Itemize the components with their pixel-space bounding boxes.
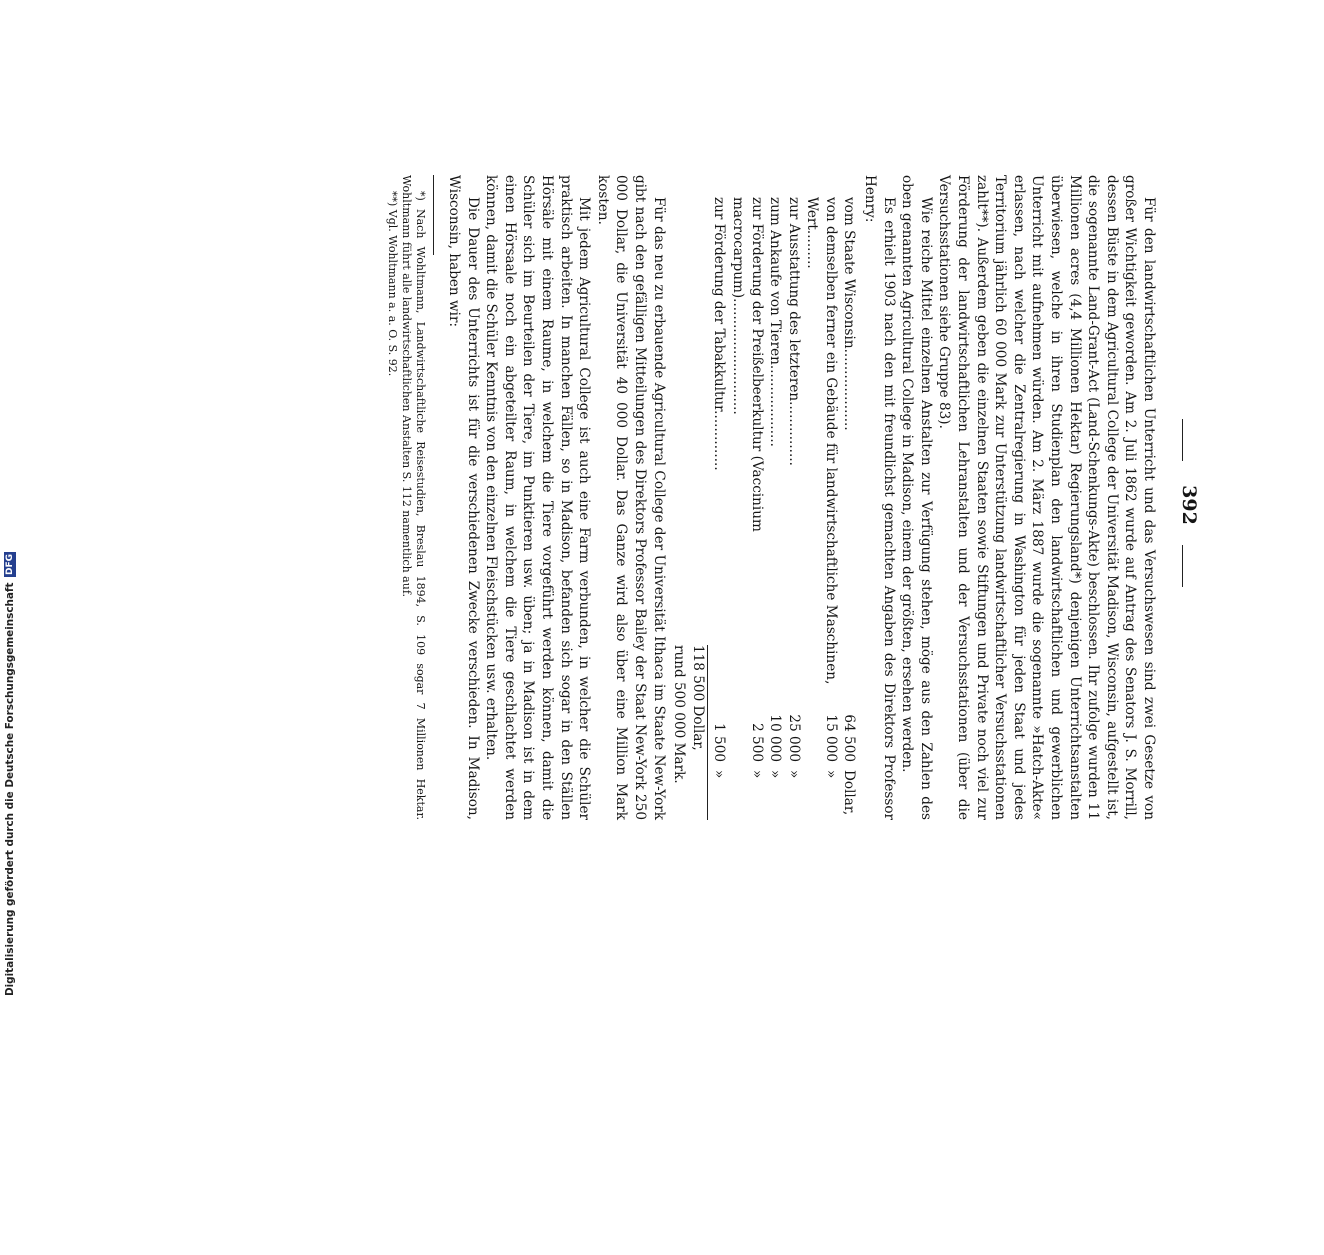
- funding-row: [840, 175, 859, 820]
- funding-unit: Dollar,: [841, 770, 858, 816]
- funding-row: [728, 175, 765, 820]
- page-number: 392: [1178, 485, 1200, 525]
- funding-unit: »: [822, 770, 839, 779]
- funding-row: [710, 175, 729, 820]
- funding-label: von demselben ferner ein Gebäude für landwirtschaftliche Maschinen, Wert.........: [804, 197, 839, 685]
- dfg-logo: DFG: [5, 553, 15, 575]
- footnote-rule: [433, 175, 434, 255]
- funding-unit: »: [748, 770, 765, 779]
- funding-label: zum Ankaufe von Tieren...................: [767, 197, 784, 447]
- funding-value: 25 000: [785, 714, 802, 762]
- funding-row: [803, 175, 840, 820]
- funding-value: 1 500: [711, 723, 728, 762]
- funding-value: 64 500: [841, 714, 858, 762]
- funding-label: zur Förderung der Preißelbeerkultur (Vaccinium macrocarpum)...........................: [729, 197, 765, 532]
- funding-label: vom Staate Wisconsin...................: [841, 197, 858, 431]
- funding-unit: »: [711, 770, 728, 779]
- sum-rule: [707, 645, 708, 820]
- header-rule-right: [1182, 545, 1183, 587]
- rotated-page: [130, 175, 1200, 1255]
- paragraph-ithaca: Für das neu zu erbauende Agricultural College der Universität Ithaca im Staate New-York gibt nach den gefälligen Mitteilungen des Direktors Professor Bailey der Staat New-York 250 000 Dollar, die Universität 40 000 Dollar. Das Ganze wird also über eine Million Mark kosten.: [594, 175, 667, 820]
- funding-table: [670, 175, 859, 820]
- paragraph-received: Es erhielt 1903 nach den mit freundlichst gemachten Angaben des Direktors Professor Henry:: [862, 175, 897, 820]
- footnote-1: *) Nach Wohltmann, Landwirtschaftliche Reisestudien, Breslau 1894, S. 109 sogar 7 Millionen Hektar. Wohltmann führt alle landwirtschaftlichen Anstalten S. 112 namentlich auf.: [400, 175, 428, 820]
- paragraph-means: Wie reiche Mittel einzelnen Anstalten zur Verfügung stehen, möge aus den Zahlen des oben genannten Agricultural College in Madison, einem der größten, ersehen werden.: [899, 175, 934, 820]
- page-body: [385, 175, 1158, 820]
- funding-value: 10 000: [767, 714, 784, 762]
- paragraph-laws: Für den landwirtschaftlichen Unterricht und das Versuchswesen sind zwei Gesetze von großer Wichtigkeit geworden. Am 2. Juli 1862 wurde auf Antrag des Senators J. S. Morrill, dessen Büste in dem Agricultural College der Universität Madison, Wisconsin, aufgestellt ist, die sogenannte Land-Grant-Act (Land-Schenkungs-Akte) beschlossen. Ihr zufolge wurden 11 Millionen acres (4,4 Millionen Hektar) Regierungsland*) denjenigen Unterrichtsanstalten überwiesen, welche in ihren Studienplan den landwirtschaftlichen und gewerblichen Unterricht mit aufnehmen würden. Am 2. März 1887 wurde die sogenannte »Hatch-Akte« erlassen, nach welcher die Zentralregierung in Washington für jeden Staat und jedes Territorium jährlich 60 000 Mark zur Unterstützung landwirtschaftlicher Versuchsstationen zahlt**). Außerdem geben die einzelnen Staaten sowie Stiftungen und Private noch viel zur Förderung der landwirtschaftlichen Lehranstalten und der Versuchsstationen (über die Versuchsstationen siehe Gruppe 83).: [936, 175, 1157, 820]
- funding-total: 118 500 Dollar,: [689, 645, 706, 751]
- credit-text: Digitalisierung gefördert durch die Deutsche Forschungsgemeinschaft: [4, 582, 16, 996]
- funding-unit: »: [785, 770, 802, 779]
- footnote-2: **) Vgl. Wohltmann a. a. O. S. 92.: [386, 191, 400, 377]
- funding-value: 2 500: [748, 723, 765, 762]
- paragraph-farm: Mit jedem Agricultural College ist auch eine Farm verbunden, in welcher die Schüler praktisch arbeiten. In manchen Fällen, so in Madison, befanden sich sogar in den Ställen Hörsäle mit einem Raume, in welchem die Tiere vorgeführt werden können, damit die Schüler sich im Beurteilen der Tiere, im Punktieren usw. üben; ja in Madison ist in dem einen Hörsaale noch ein abgeteilter Raum, in welchem die Tiere geschlachtet werden können, damit die Schüler Kenntnis von den einzelnen Fleischstücken usw. erhalten.: [483, 175, 593, 820]
- funding-label: zur Ausstattung des letzteren...............: [785, 197, 802, 466]
- funding-total-mark: rund 500 000 Mark.: [671, 645, 688, 784]
- funding-row: [766, 175, 785, 820]
- funding-value: 15 000: [822, 714, 839, 762]
- funding-unit: »: [767, 770, 784, 779]
- funding-row: [784, 175, 803, 820]
- funding-label: zur Förderung der Tabakkultur..............: [711, 197, 728, 471]
- book-page: [130, 175, 1200, 820]
- paragraph-duration: Die Dauer des Unterrichts ist für die verschiedenen Zwecke verschieden. In Madison, Wisconsin, haben wir:: [446, 175, 481, 820]
- digitization-credit: [0, 0, 24, 1000]
- page-header: [1164, 175, 1200, 820]
- header-rule-left: [1182, 419, 1183, 461]
